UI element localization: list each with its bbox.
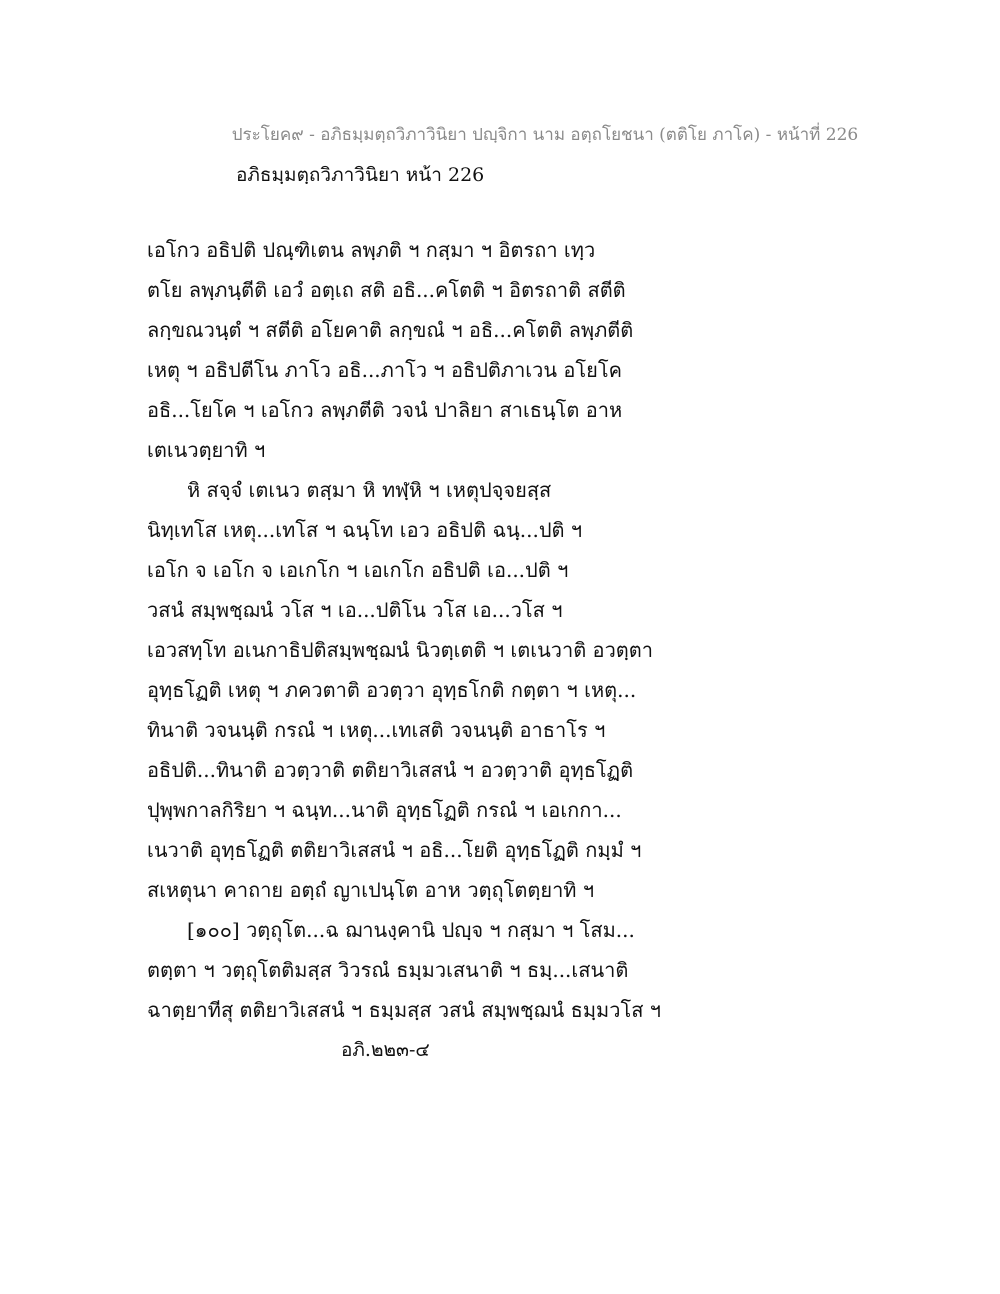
text-line: ตตฺตา ฯ วตฺถุโตติมสฺส วิวรณํ ธมฺมวเสนาติ ฯ ธมฺ...เสนาติ (147, 958, 629, 982)
body-text (147, 230, 867, 1030)
text-line: เนวาติ อุทฺธโฏติ ตติยาวิเสสนํ ฯ อธิ...โยติ อุทฺธโฏติ กมฺมํ ฯ (147, 838, 642, 862)
footer-reference: อภิ.๒๒๓-๔ (341, 1039, 430, 1061)
text-line: อุทฺธโฏติ เหตุ ฯ ภควตาติ อวตฺวา อุทฺธโกติ กตฺตา ฯ เหตุ... (147, 678, 637, 702)
text-line: ทินาติ วจนนฺติ กรณํ ฯ เหตุ...เทเสติ วจนนฺติ อาธาโร ฯ (147, 718, 606, 742)
text-line: อธิ...โยโค ฯ เอโกว ลพฺภตีติ วจนํ ปาลิยา สาเธนฺโต อาห (147, 398, 623, 422)
text-line: ฉาตฺยาทีสุ ตติยาวิเสสนํ ฯ ธมฺมสฺส วสนํ สมฺพชฺฌนํ ธมฺมวโส ฯ (147, 998, 661, 1022)
text-line-indented: หิ สจฺจํ เตเนว ตสฺมา หิ ทฬฺหิ ฯ เหตุปจฺจยสฺส (187, 478, 552, 502)
text-line: วสนํ สมฺพชฺฌนํ วโส ฯ เอ...ปติโน วโส เอ...วโส ฯ (147, 598, 563, 622)
text-line: เอโกว อธิปติ ปณฺฑิเตน ลพฺภติ ฯ กสฺมา ฯ อิตรถา เทฺว (147, 238, 596, 262)
text-line: ปุพฺพกาลกิริยา ฯ ฉนฺท...นาติ อุทฺธโฏติ กรณํ ฯ เอเกกา... (147, 798, 622, 822)
text-line: ตโย ลพฺภนฺตีติ เอวํ อตฺเถ สติ อธิ...คโตติ ฯ อิตรถาติ สตีติ (147, 278, 626, 302)
text-line: เอวสทฺโท อเนกาธิปติสมฺพชฺฌนํ นิวตฺเตติ ฯ เตเนวาติ อวตฺตา (147, 638, 654, 662)
text-line: สเหตุนา คาถาย อตฺถํ ญาเปนฺโต อาห วตฺถุโตตฺยาทิ ฯ (147, 878, 595, 902)
text-line: เตเนวตฺยาทิ ฯ (147, 438, 266, 462)
text-line: เหตุ ฯ อธิปตีโน ภาโว อธิ...ภาโว ฯ อธิปติภาเวน อโยโค (147, 358, 622, 382)
text-line: ลกฺขณวนฺตํ ฯ สตีติ อโยคาติ ลกฺขณํ ฯ อธิ...คโตติ ลพฺภตีติ (147, 318, 634, 342)
running-header: ประโยค๙ - อภิธมฺมตฺถวิภาวินิยา ปญฺจิกา นาม อตฺถโยชนา (ตติโย ภาโค) - หน้าที่ 226 (231, 125, 859, 145)
text-line: นิทฺเทโส เหตุ...เทโส ฯ ฉนฺโท เอว อธิปติ ฉนฺ...ปติ ฯ (147, 518, 583, 542)
text-line: เอโก จ เอโก จ เอเกโก ฯ เอเกโก อธิปติ เอ...ปติ ฯ (147, 558, 569, 582)
text-line: อธิปติ...ทินาติ อวตฺวาติ ตติยาวิเสสนํ ฯ อวตฺวาติ อุทฺธโฏติ (147, 758, 634, 782)
text-line-indented: [๑๐๐] วตฺถุโต...ฉ ฌานงฺคานิ ปญฺจ ฯ กสฺมา ฯ โสม... (187, 918, 635, 942)
page-title: อภิธมฺมตฺถวิภาวินิยา หน้า 226 (236, 164, 485, 186)
